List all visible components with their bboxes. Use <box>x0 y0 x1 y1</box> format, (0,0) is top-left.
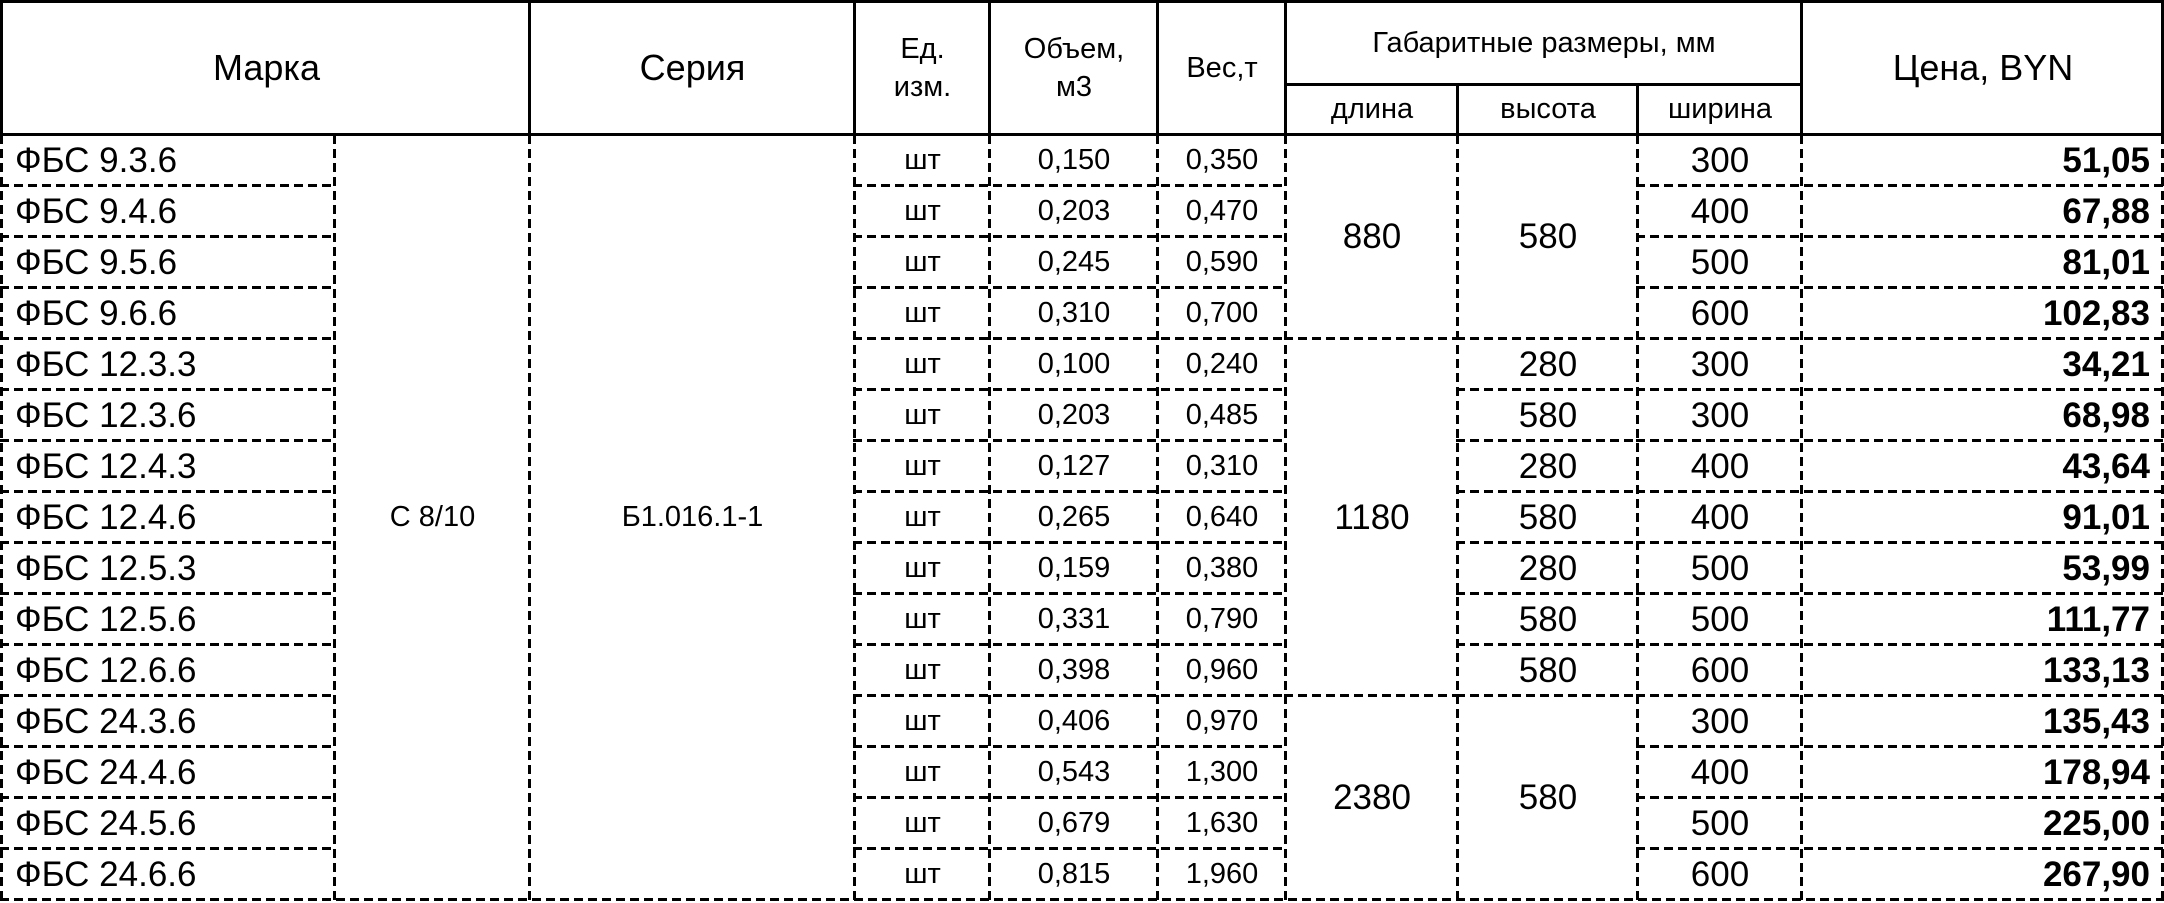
divider <box>1456 135 1459 903</box>
cell-width: 300 <box>1690 395 1750 435</box>
cell-volume: 0,265 <box>1037 501 1111 533</box>
cell-price: 178,94 <box>2042 752 2150 792</box>
cell-height: 580 <box>1518 599 1578 639</box>
cell-volume: 0,815 <box>1037 858 1111 890</box>
cell-mark: ФБС 12.3.6 <box>15 395 197 435</box>
cell-unit: шт <box>904 297 941 329</box>
divider <box>1456 490 1638 493</box>
cell-price: 53,99 <box>2062 548 2150 588</box>
cell-width: 600 <box>1690 293 1750 333</box>
header-length: длина <box>1330 93 1414 125</box>
cell-unit: шт <box>904 144 941 176</box>
divider <box>1284 694 1458 697</box>
divider <box>853 286 1286 289</box>
cell-weight: 0,485 <box>1185 399 1259 431</box>
header-volume <box>990 3 1158 133</box>
cell-unit: шт <box>904 450 941 482</box>
divider <box>1456 439 1638 442</box>
cell-width: 500 <box>1690 803 1750 843</box>
divider <box>988 135 991 903</box>
divider <box>853 490 1286 493</box>
cell-volume: 0,203 <box>1037 195 1111 227</box>
header-marka: Марка <box>213 47 320 88</box>
divider <box>853 847 1286 850</box>
cell-unit: шт <box>904 756 941 788</box>
divider <box>0 133 2164 136</box>
cell-width: 400 <box>1690 497 1750 537</box>
divider <box>0 286 333 289</box>
divider <box>1456 592 1638 595</box>
divider <box>853 694 1286 697</box>
group-length: 2380 <box>1333 778 1411 817</box>
header-height: высота <box>1500 93 1596 125</box>
divider <box>853 592 1286 595</box>
series-code: Б1.016.1-1 <box>621 501 764 533</box>
divider <box>528 135 531 903</box>
cell-weight: 0,700 <box>1185 297 1259 329</box>
divider <box>1636 337 2164 340</box>
cell-price: 111,77 <box>2046 599 2150 639</box>
divider <box>853 541 1286 544</box>
cell-unit: шт <box>904 195 941 227</box>
group-height: 580 <box>1518 778 1578 817</box>
cell-unit: шт <box>904 399 941 431</box>
cell-price: 51,05 <box>2062 140 2150 180</box>
divider <box>0 184 333 187</box>
cell-mark: ФБС 12.5.3 <box>15 548 197 588</box>
cell-width: 500 <box>1690 548 1750 588</box>
header-volume-line2: м3 <box>1055 71 1093 103</box>
divider <box>0 439 333 442</box>
cell-height: 280 <box>1518 344 1578 384</box>
cell-volume: 0,150 <box>1037 144 1111 176</box>
cell-volume: 0,543 <box>1037 756 1111 788</box>
cell-unit: шт <box>904 348 941 380</box>
divider <box>0 745 333 748</box>
cell-height: 580 <box>1518 497 1578 537</box>
divider <box>0 135 3 903</box>
cell-mark: ФБС 12.4.6 <box>15 497 197 537</box>
cell-mark: ФБС 12.5.6 <box>15 599 197 639</box>
divider <box>1456 643 1638 646</box>
divider <box>1636 643 2164 646</box>
divider <box>0 0 3 135</box>
cell-unit: шт <box>904 552 941 584</box>
divider <box>1286 83 1802 86</box>
cell-mark: ФБС 12.4.3 <box>15 446 197 486</box>
cell-price: 67,88 <box>2062 191 2150 231</box>
cell-width: 300 <box>1690 140 1750 180</box>
cell-price: 133,13 <box>2042 650 2150 690</box>
cell-volume: 0,331 <box>1037 603 1111 635</box>
cell-mark: ФБС 12.3.3 <box>15 344 197 384</box>
cell-mark: ФБС 24.6.6 <box>15 854 197 894</box>
divider <box>1456 694 1638 697</box>
cell-mark: ФБС 9.5.6 <box>15 242 178 282</box>
cell-width: 600 <box>1690 650 1750 690</box>
cell-unit: шт <box>904 246 941 278</box>
header-unit-line1: Ед. <box>900 33 945 65</box>
cell-width: 400 <box>1690 191 1750 231</box>
divider <box>333 135 336 903</box>
divider <box>1636 847 2164 850</box>
divider <box>0 898 2164 901</box>
divider <box>1284 135 1287 903</box>
divider <box>853 745 1286 748</box>
cell-unit: шт <box>904 654 941 686</box>
divider <box>528 0 531 135</box>
divider <box>853 439 1286 442</box>
cell-volume: 0,203 <box>1037 399 1111 431</box>
cell-width: 500 <box>1690 599 1750 639</box>
cell-volume: 0,398 <box>1037 654 1111 686</box>
cell-price: 135,43 <box>2042 701 2150 741</box>
divider <box>853 388 1286 391</box>
cell-unit: шт <box>904 603 941 635</box>
cell-weight: 1,630 <box>1185 807 1259 839</box>
cell-width: 500 <box>1690 242 1750 282</box>
cell-height: 280 <box>1518 446 1578 486</box>
header-volume-line1: Объем, <box>1023 33 1125 65</box>
divider <box>853 643 1286 646</box>
cell-weight: 1,960 <box>1185 858 1259 890</box>
divider <box>1456 388 1638 391</box>
divider <box>1636 235 2164 238</box>
cell-weight: 0,350 <box>1185 144 1259 176</box>
divider <box>1636 592 2164 595</box>
header-unit <box>855 3 990 133</box>
divider <box>1456 84 1459 135</box>
cell-volume: 0,679 <box>1037 807 1111 839</box>
cell-width: 400 <box>1690 446 1750 486</box>
cell-weight: 0,790 <box>1185 603 1259 635</box>
cell-mark: ФБС 24.5.6 <box>15 803 197 843</box>
divider <box>0 337 333 340</box>
cell-price: 81,01 <box>2062 242 2150 282</box>
divider <box>1636 694 2164 697</box>
cell-width: 400 <box>1690 752 1750 792</box>
header-weight: Вес,т <box>1186 52 1258 84</box>
divider <box>0 490 333 493</box>
divider <box>853 184 1286 187</box>
cell-volume: 0,245 <box>1037 246 1111 278</box>
cell-price: 43,64 <box>2062 446 2150 486</box>
cell-price: 91,01 <box>2062 497 2150 537</box>
divider <box>1156 135 1159 903</box>
header-seria: Серия <box>639 47 746 88</box>
cell-weight: 0,380 <box>1185 552 1259 584</box>
cell-weight: 0,470 <box>1185 195 1259 227</box>
cell-mark: ФБС 12.6.6 <box>15 650 197 690</box>
divider <box>1636 286 2164 289</box>
divider <box>0 694 333 697</box>
divider <box>1636 388 2164 391</box>
cell-weight: 0,970 <box>1185 705 1259 737</box>
header-dimensions: Габаритные размеры, мм <box>1372 27 1716 59</box>
cell-weight: 0,960 <box>1185 654 1259 686</box>
cell-unit: шт <box>904 705 941 737</box>
divider <box>1636 135 1639 903</box>
cell-unit: шт <box>904 858 941 890</box>
cell-volume: 0,159 <box>1037 552 1111 584</box>
cell-price: 102,83 <box>2042 293 2150 333</box>
divider <box>0 643 333 646</box>
cell-width: 300 <box>1690 344 1750 384</box>
divider <box>1636 84 1639 135</box>
divider <box>1456 337 1638 340</box>
cell-price: 68,98 <box>2062 395 2150 435</box>
divider <box>1636 184 2164 187</box>
divider <box>853 0 856 135</box>
divider <box>0 592 333 595</box>
header-price: Цена, BYN <box>1892 47 2074 88</box>
cell-mark: ФБС 24.4.6 <box>15 752 197 792</box>
cell-height: 280 <box>1518 548 1578 588</box>
header-unit-line2: изм. <box>893 71 952 103</box>
divider <box>853 337 1286 340</box>
divider <box>1800 0 1803 135</box>
divider <box>0 847 333 850</box>
divider <box>0 388 333 391</box>
cell-mark: ФБС 9.3.6 <box>15 140 178 180</box>
divider <box>853 235 1286 238</box>
cell-height: 580 <box>1518 395 1578 435</box>
divider <box>1636 745 2164 748</box>
cell-mark: ФБС 9.4.6 <box>15 191 178 231</box>
divider <box>1636 541 2164 544</box>
cell-width: 300 <box>1690 701 1750 741</box>
divider <box>1636 490 2164 493</box>
divider <box>1284 0 1287 135</box>
cell-weight: 0,590 <box>1185 246 1259 278</box>
divider <box>853 135 856 903</box>
group-length: 1180 <box>1334 497 1410 537</box>
cell-price: 267,90 <box>2042 854 2150 894</box>
divider <box>0 235 333 238</box>
cell-width: 600 <box>1690 854 1750 894</box>
divider <box>1800 135 1803 903</box>
divider <box>0 0 2164 3</box>
cell-volume: 0,310 <box>1037 297 1111 329</box>
divider <box>853 796 1286 799</box>
cell-volume: 0,127 <box>1037 450 1111 482</box>
cell-weight: 0,310 <box>1185 450 1259 482</box>
header-width: ширина <box>1668 93 1772 125</box>
cell-unit: шт <box>904 501 941 533</box>
group-height: 580 <box>1518 217 1578 256</box>
cell-price: 34,21 <box>2062 344 2150 384</box>
divider <box>1636 439 2164 442</box>
cell-mark: ФБС 24.3.6 <box>15 701 197 741</box>
group-length: 880 <box>1342 217 1402 256</box>
cell-mark: ФБС 9.6.6 <box>15 293 178 333</box>
cell-height: 580 <box>1518 650 1578 690</box>
divider <box>988 0 991 135</box>
divider <box>1156 0 1159 135</box>
cell-price: 225,00 <box>2042 803 2150 843</box>
cell-weight: 0,240 <box>1185 348 1259 380</box>
cell-unit: шт <box>904 807 941 839</box>
concrete-class: С 8/10 <box>389 501 476 533</box>
divider <box>0 541 333 544</box>
divider <box>0 796 333 799</box>
divider <box>1456 541 1638 544</box>
cell-volume: 0,100 <box>1037 348 1111 380</box>
cell-weight: 1,300 <box>1185 756 1259 788</box>
divider <box>1636 796 2164 799</box>
cell-weight: 0,640 <box>1185 501 1259 533</box>
divider <box>1284 337 1458 340</box>
cell-volume: 0,406 <box>1037 705 1111 737</box>
